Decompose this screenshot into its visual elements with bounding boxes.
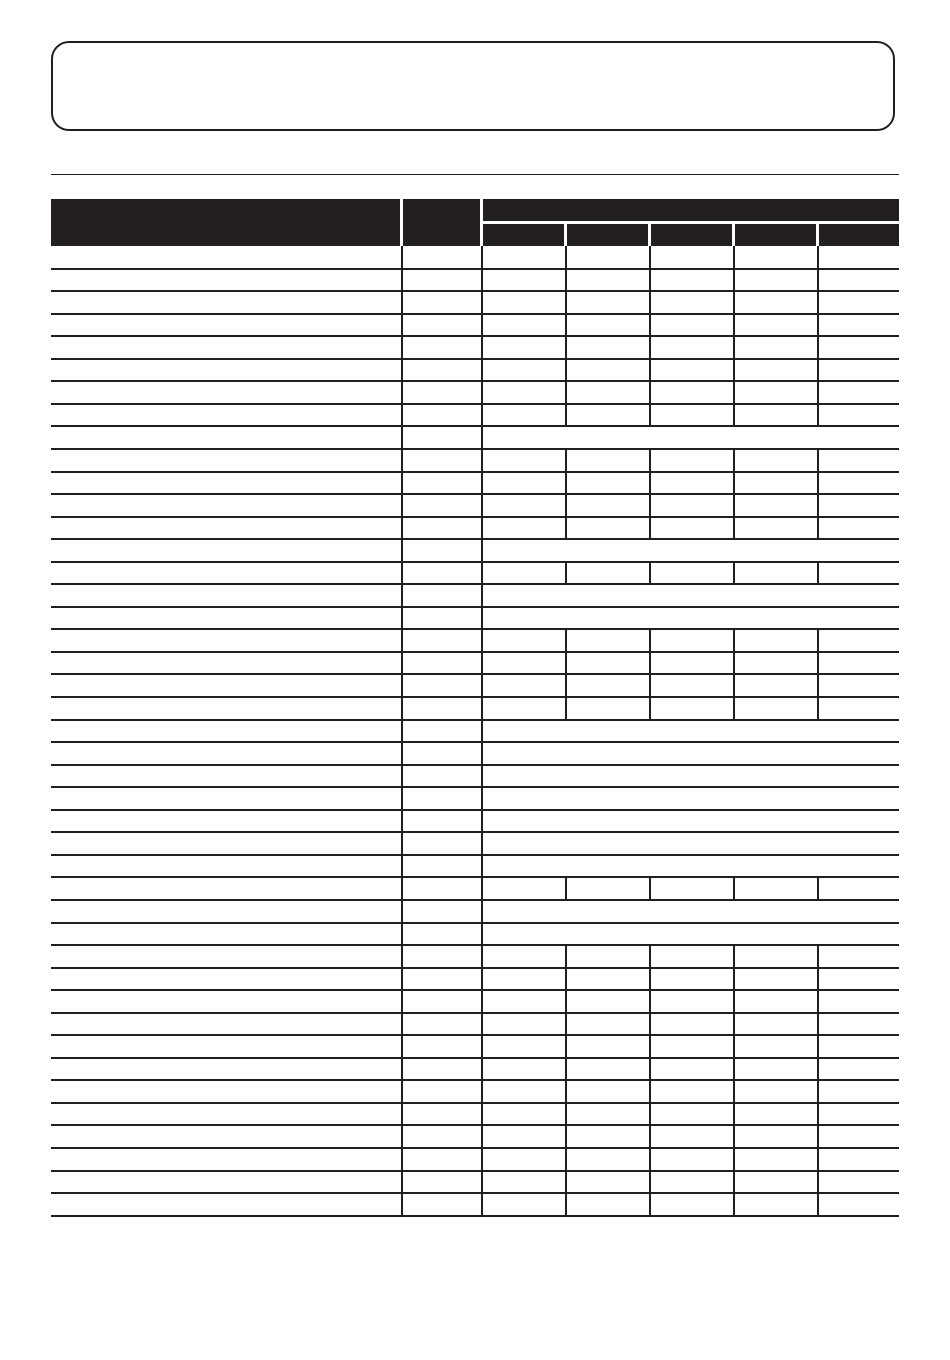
table-cell-divider	[649, 562, 651, 584]
table-cell-divider	[733, 517, 735, 539]
table-cell-divider	[401, 674, 403, 697]
header-subcol	[651, 224, 732, 246]
table-cell-divider	[565, 449, 567, 472]
table-cell-divider	[649, 652, 651, 674]
table-cell-divider	[481, 765, 483, 787]
table-row-rule	[51, 831, 899, 833]
table-cell-divider	[481, 1058, 483, 1080]
table-cell-divider	[817, 945, 819, 968]
table-cell-divider	[481, 900, 483, 923]
table-cell-divider	[401, 404, 403, 426]
table-row-rule	[51, 1057, 899, 1059]
table-cell-divider	[481, 923, 483, 945]
table-row-rule	[51, 471, 899, 473]
table-cell-divider	[817, 449, 819, 472]
table-cell-divider	[401, 449, 403, 472]
table-row-rule	[51, 673, 899, 675]
table-cell-divider	[733, 1035, 735, 1058]
table-cell-divider	[481, 426, 483, 449]
table-row-rule	[51, 741, 899, 743]
table-cell-divider	[817, 1171, 819, 1193]
table-cell-divider	[481, 787, 483, 810]
table-cell-divider	[401, 269, 403, 291]
table-row-rule	[51, 1034, 899, 1036]
table-cell-divider	[817, 697, 819, 720]
table-row-rule	[51, 854, 899, 856]
table-cell-divider	[649, 1058, 651, 1080]
table-row-rule	[51, 516, 899, 518]
table-cell-divider	[565, 381, 567, 404]
table-row-rule	[51, 561, 899, 563]
table-cell-divider	[401, 968, 403, 990]
table-cell-divider	[401, 1103, 403, 1125]
table-cell-divider	[649, 381, 651, 404]
table-cell-divider	[817, 652, 819, 674]
table-cell-divider	[401, 1193, 403, 1216]
table-cell-divider	[401, 359, 403, 381]
table-cell-divider	[565, 877, 567, 900]
table-cell-divider	[733, 1080, 735, 1103]
table-cell-divider	[565, 494, 567, 517]
table-cell-divider	[649, 472, 651, 494]
table-cell-divider	[649, 449, 651, 472]
table-cell-divider	[565, 269, 567, 291]
table-cell-divider	[817, 1103, 819, 1125]
table-cell-divider	[649, 359, 651, 381]
table-cell-divider	[733, 1125, 735, 1148]
table-row-rule	[51, 448, 899, 450]
table-cell-divider	[565, 246, 567, 269]
table-cell-divider	[649, 1148, 651, 1171]
table-cell-divider	[401, 562, 403, 584]
table-cell-divider	[565, 472, 567, 494]
table-row-rule	[51, 899, 899, 901]
table-cell-divider	[649, 1171, 651, 1193]
table-row-rule	[51, 651, 899, 653]
table-cell-divider	[565, 314, 567, 336]
table-cell-divider	[565, 1193, 567, 1216]
table-cell-divider	[481, 336, 483, 359]
table-row-rule	[51, 1079, 899, 1081]
table-row-rule	[51, 764, 899, 766]
table-cell-divider	[401, 1148, 403, 1171]
table-cell-divider	[401, 539, 403, 562]
table-cell-divider	[649, 1035, 651, 1058]
table-cell-divider	[481, 269, 483, 291]
table-row-rule	[51, 967, 899, 969]
table-cell-divider	[481, 314, 483, 336]
table-cell-divider	[401, 336, 403, 359]
table-cell-divider	[733, 990, 735, 1013]
table-cell-divider	[565, 1148, 567, 1171]
table-cell-divider	[649, 336, 651, 359]
table-cell-divider	[565, 697, 567, 720]
table-cell-divider	[481, 359, 483, 381]
table-cell-divider	[817, 629, 819, 652]
header-group	[483, 199, 899, 221]
table-row-rule	[51, 335, 899, 337]
table-cell-divider	[481, 404, 483, 426]
table-cell-divider	[565, 1058, 567, 1080]
table-row-rule	[51, 313, 899, 315]
table-cell-divider	[481, 1080, 483, 1103]
table-cell-divider	[481, 968, 483, 990]
table-row-rule	[51, 493, 899, 495]
table-row-rule	[51, 606, 899, 608]
table-cell-divider	[733, 652, 735, 674]
table-cell-divider	[817, 359, 819, 381]
table-cell-divider	[401, 923, 403, 945]
table-cell-divider	[481, 990, 483, 1013]
table-cell-divider	[481, 517, 483, 539]
table-cell-divider	[565, 336, 567, 359]
table-cell-divider	[401, 877, 403, 900]
table-cell-divider	[733, 562, 735, 584]
table-cell-divider	[401, 787, 403, 810]
header-col-unit	[403, 199, 480, 246]
table-cell-divider	[565, 1171, 567, 1193]
table-row-rule	[51, 809, 899, 811]
table-cell-divider	[401, 607, 403, 629]
header-subcol	[819, 224, 899, 246]
table-cell-divider	[817, 269, 819, 291]
table-cell-divider	[401, 1035, 403, 1058]
table-cell-divider	[401, 855, 403, 877]
table-cell-divider	[401, 1013, 403, 1035]
table-cell-divider	[733, 1148, 735, 1171]
table-cell-divider	[817, 968, 819, 990]
table-cell-divider	[401, 291, 403, 314]
table-cell-divider	[817, 404, 819, 426]
table-cell-divider	[481, 832, 483, 855]
table-cell-divider	[481, 1171, 483, 1193]
table-cell-divider	[733, 404, 735, 426]
table-cell-divider	[481, 381, 483, 404]
table-cell-divider	[649, 404, 651, 426]
table-cell-divider	[649, 246, 651, 269]
title-box	[51, 41, 895, 131]
table-cell-divider	[481, 720, 483, 742]
table-cell-divider	[733, 359, 735, 381]
table-row-rule	[51, 1124, 899, 1126]
table-cell-divider	[817, 1035, 819, 1058]
table-row-rule	[51, 696, 899, 698]
table-cell-divider	[401, 517, 403, 539]
table-cell-divider	[565, 629, 567, 652]
table-cell-divider	[401, 1058, 403, 1080]
table-row-rule	[51, 583, 899, 585]
table-cell-divider	[401, 1171, 403, 1193]
table-cell-divider	[481, 449, 483, 472]
table-cell-divider	[733, 1171, 735, 1193]
table-cell-divider	[401, 314, 403, 336]
table-cell-divider	[733, 472, 735, 494]
table-cell-divider	[481, 810, 483, 832]
table-cell-divider	[733, 968, 735, 990]
table-cell-divider	[817, 990, 819, 1013]
table-cell-divider	[817, 517, 819, 539]
table-cell-divider	[565, 1125, 567, 1148]
table-cell-divider	[401, 945, 403, 968]
table-row-rule	[51, 290, 899, 292]
table-cell-divider	[817, 494, 819, 517]
table-cell-divider	[481, 539, 483, 562]
table-cell-divider	[401, 990, 403, 1013]
table-cell-divider	[733, 314, 735, 336]
table-cell-divider	[401, 494, 403, 517]
section-rule	[51, 174, 899, 175]
header-subcol	[483, 224, 564, 246]
table-cell-divider	[817, 246, 819, 269]
table-cell-divider	[733, 945, 735, 968]
table-cell-divider	[481, 945, 483, 968]
table-cell-divider	[481, 697, 483, 720]
table-cell-divider	[481, 1035, 483, 1058]
table-row-rule	[51, 786, 899, 788]
table-cell-divider	[401, 832, 403, 855]
table-row-rule	[51, 1215, 899, 1217]
table-cell-divider	[733, 381, 735, 404]
table-row-rule	[51, 944, 899, 946]
table-cell-divider	[401, 765, 403, 787]
header-subcol	[735, 224, 816, 246]
table-cell-divider	[817, 291, 819, 314]
table-row-rule	[51, 1170, 899, 1172]
table-cell-divider	[565, 945, 567, 968]
table-cell-divider	[565, 1103, 567, 1125]
table-cell-divider	[733, 1013, 735, 1035]
table-cell-divider	[401, 697, 403, 720]
table-cell-divider	[401, 1080, 403, 1103]
table-cell-divider	[481, 472, 483, 494]
table-cell-divider	[481, 607, 483, 629]
table-cell-divider	[481, 674, 483, 697]
table-cell-divider	[481, 562, 483, 584]
table-cell-divider	[817, 1193, 819, 1216]
table-cell-divider	[401, 381, 403, 404]
table-cell-divider	[565, 1080, 567, 1103]
table-cell-divider	[401, 810, 403, 832]
table-cell-divider	[817, 1058, 819, 1080]
table-cell-divider	[565, 674, 567, 697]
table-cell-divider	[649, 269, 651, 291]
table-cell-divider	[733, 877, 735, 900]
table-cell-divider	[401, 900, 403, 923]
table-cell-divider	[649, 494, 651, 517]
table-row-rule	[51, 538, 899, 540]
table-row-rule	[51, 425, 899, 427]
table-cell-divider	[817, 674, 819, 697]
header-col-item	[51, 199, 400, 246]
table-row-rule	[51, 989, 899, 991]
table-row-rule	[51, 1147, 899, 1149]
table-cell-divider	[401, 1125, 403, 1148]
table-row-rule	[51, 1192, 899, 1194]
table-cell-divider	[565, 968, 567, 990]
table-cell-divider	[481, 1125, 483, 1148]
table-cell-divider	[481, 629, 483, 652]
table-row-rule	[51, 1102, 899, 1104]
table-cell-divider	[401, 720, 403, 742]
table-cell-divider	[817, 1148, 819, 1171]
table-cell-divider	[565, 1035, 567, 1058]
table-cell-divider	[733, 1058, 735, 1080]
table-cell-divider	[649, 945, 651, 968]
table-cell-divider	[481, 1103, 483, 1125]
table-cell-divider	[401, 246, 403, 269]
table-cell-divider	[649, 697, 651, 720]
table-cell-divider	[733, 1103, 735, 1125]
table-row-rule	[51, 922, 899, 924]
table-cell-divider	[401, 426, 403, 449]
table-cell-divider	[733, 697, 735, 720]
table-cell-divider	[649, 291, 651, 314]
table-row-rule	[51, 268, 899, 270]
table-cell-divider	[565, 562, 567, 584]
table-cell-divider	[401, 584, 403, 607]
table-cell-divider	[817, 1013, 819, 1035]
table-cell-divider	[733, 629, 735, 652]
table-cell-divider	[649, 517, 651, 539]
table-cell-divider	[481, 855, 483, 877]
table-cell-divider	[817, 472, 819, 494]
table-cell-divider	[565, 359, 567, 381]
table-cell-divider	[733, 269, 735, 291]
table-cell-divider	[565, 652, 567, 674]
table-cell-divider	[649, 877, 651, 900]
table-row-rule	[51, 628, 899, 630]
table-cell-divider	[481, 1013, 483, 1035]
table-cell-divider	[817, 562, 819, 584]
table-row-rule	[51, 1012, 899, 1014]
table-cell-divider	[401, 742, 403, 765]
table-cell-divider	[481, 1148, 483, 1171]
table-cell-divider	[481, 291, 483, 314]
table-row-rule	[51, 719, 899, 721]
table-cell-divider	[649, 990, 651, 1013]
table-cell-divider	[401, 652, 403, 674]
table-row-rule	[51, 380, 899, 382]
table-cell-divider	[733, 246, 735, 269]
table-cell-divider	[481, 742, 483, 765]
table-cell-divider	[565, 990, 567, 1013]
table-cell-divider	[649, 1080, 651, 1103]
table-cell-divider	[733, 291, 735, 314]
table-cell-divider	[649, 674, 651, 697]
table-cell-divider	[817, 1125, 819, 1148]
table-cell-divider	[481, 652, 483, 674]
table-cell-divider	[649, 1013, 651, 1035]
table-cell-divider	[649, 629, 651, 652]
table-cell-divider	[733, 336, 735, 359]
table-cell-divider	[817, 877, 819, 900]
table-cell-divider	[649, 1193, 651, 1216]
table-cell-divider	[565, 1013, 567, 1035]
table-cell-divider	[565, 404, 567, 426]
table-cell-divider	[817, 381, 819, 404]
table-cell-divider	[565, 517, 567, 539]
header-subcol	[567, 224, 648, 246]
table-cell-divider	[481, 877, 483, 900]
table-cell-divider	[649, 1103, 651, 1125]
table-cell-divider	[649, 314, 651, 336]
table-cell-divider	[817, 336, 819, 359]
table-cell-divider	[733, 674, 735, 697]
table-cell-divider	[481, 584, 483, 607]
table-cell-divider	[817, 314, 819, 336]
table-row-rule	[51, 876, 899, 878]
table-row-rule	[51, 403, 899, 405]
table-cell-divider	[733, 494, 735, 517]
table-cell-divider	[481, 494, 483, 517]
table-cell-divider	[481, 1193, 483, 1216]
table-cell-divider	[733, 1193, 735, 1216]
table-cell-divider	[649, 1125, 651, 1148]
table-cell-divider	[733, 449, 735, 472]
table-cell-divider	[481, 246, 483, 269]
table-cell-divider	[401, 629, 403, 652]
table-cell-divider	[817, 1080, 819, 1103]
table-cell-divider	[401, 472, 403, 494]
table-cell-divider	[565, 291, 567, 314]
table-row-rule	[51, 358, 899, 360]
table-cell-divider	[649, 968, 651, 990]
